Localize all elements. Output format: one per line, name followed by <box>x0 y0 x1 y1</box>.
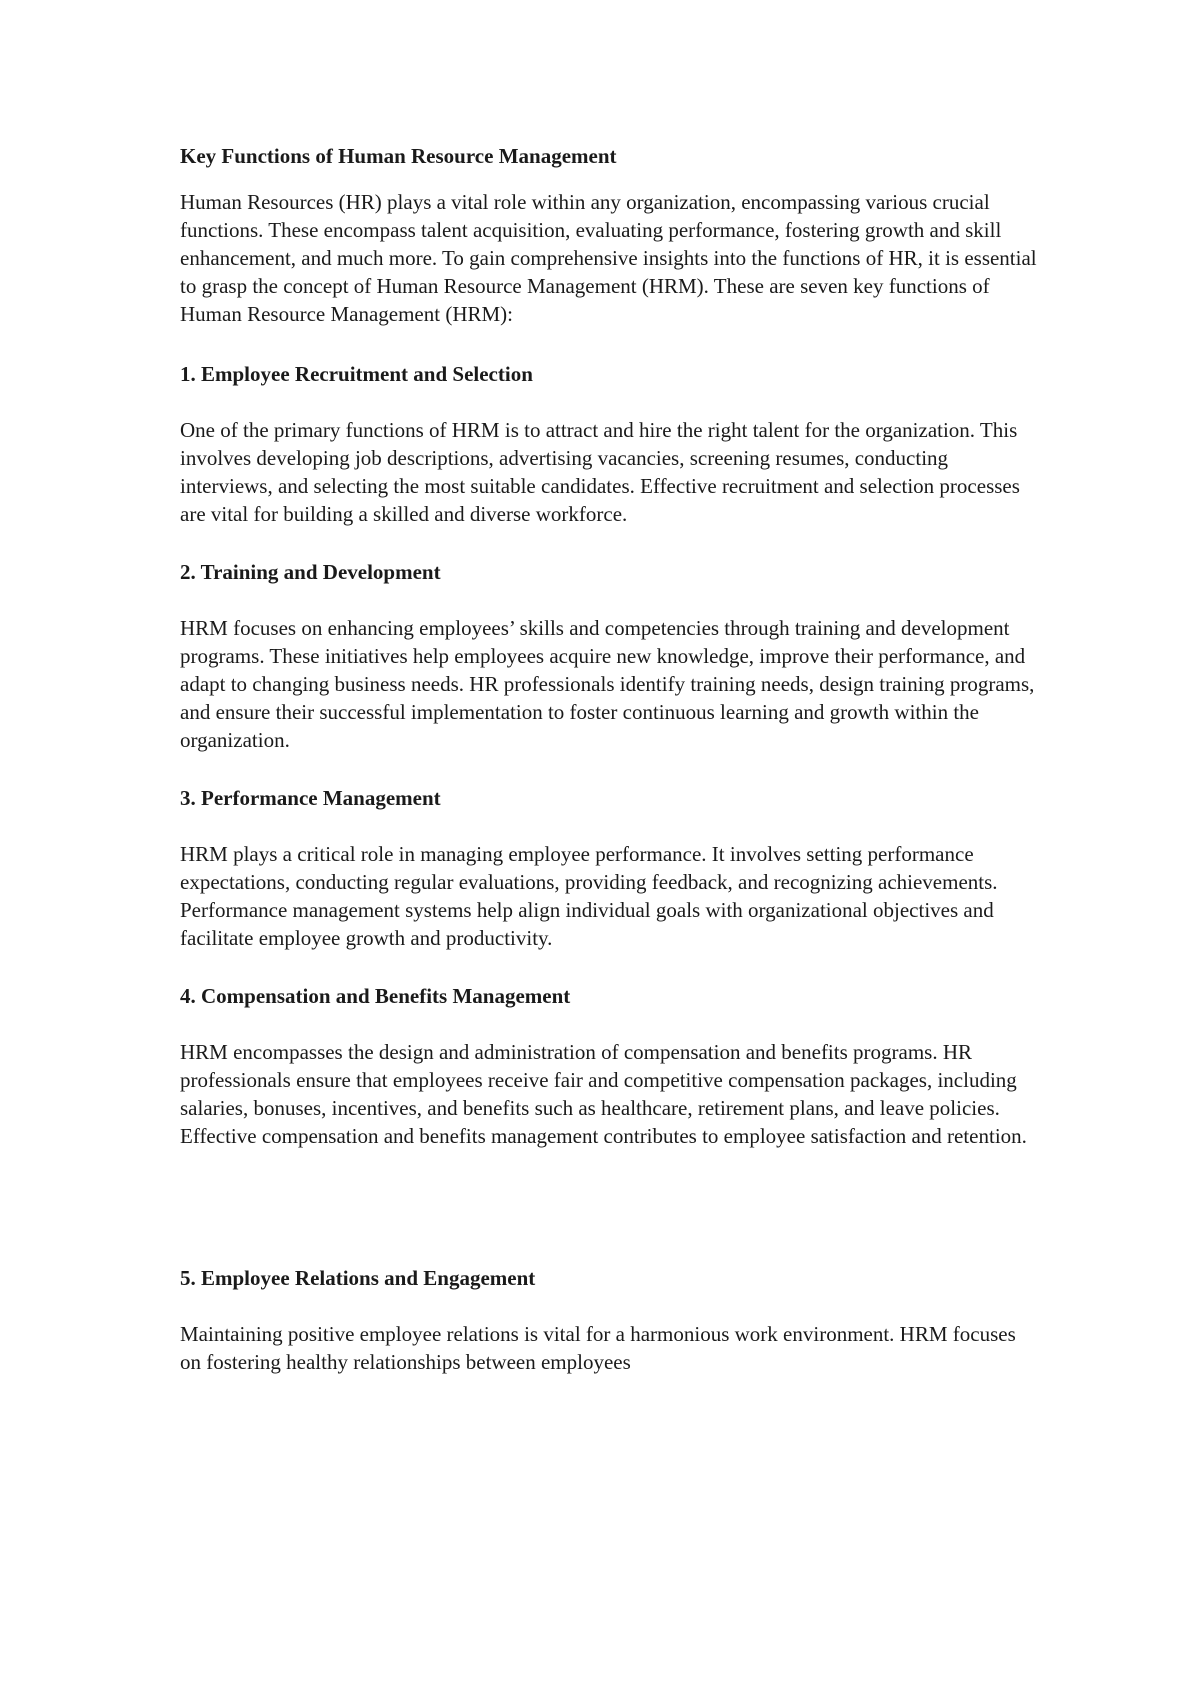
intro-paragraph: Human Resources (HR) plays a vital role within any organization, encompassing various crucial functions. These encompass talent acquisition, evaluating performance, fostering growth and skill enhancement, and much more. To gain comprehensive insights into the functions of HR, it is essential to grasp the concept of Human Resource Management (HRM). These are seven key functions of Human Resource Management (HRM): <box>180 190 1037 326</box>
section-body-performance: HRM plays a critical role in managing employee performance. It involves setting performance expectations, conducting regular evaluations, providing feedback, and recognizing achievements. Performance management systems help align individual goals with organizational objectives and facilitate employee growth and productivity. <box>180 842 998 950</box>
section-spacer <box>180 1180 1040 1264</box>
section-heading-training: 2. Training and Development <box>180 560 441 584</box>
section-body-training: HRM focuses on enhancing employees’ skills and competencies through training and development programs. These initiatives help employees acquire new knowledge, improve their performance, and adapt to changing business needs. HR professionals identify training needs, design training programs, and ensure their successful implementation to foster continuous learning and growth within the organization. <box>180 616 1035 752</box>
document-content <box>180 142 1040 1406</box>
section-heading-recruitment: 1. Employee Recruitment and Selection <box>180 362 533 386</box>
section-body-compensation: HRM encompasses the design and administration of compensation and benefits programs. HR professionals ensure that employees receive fair and competitive compensation packages, including salaries, bonuses, incentives, and benefits such as healthcare, retirement plans, and leave policies. Effective compensation and benefits management contributes to employee satisfaction and retention. <box>180 1040 1027 1148</box>
section-heading-employee-relations: 5. Employee Relations and Engagement <box>180 1266 536 1290</box>
document-title: Key Functions of Human Resource Management <box>180 144 617 168</box>
section-body-employee-relations: Maintaining positive employee relations is vital for a harmonious work environment. HRM focuses on fostering healthy relationships between employees <box>180 1322 1016 1374</box>
section-heading-performance: 3. Performance Management <box>180 786 441 810</box>
section-heading-compensation: 4. Compensation and Benefits Management <box>180 984 571 1008</box>
section-body-recruitment: One of the primary functions of HRM is to attract and hire the right talent for the organization. This involves developing job descriptions, advertising vacancies, screening resumes, conducting interviews, and selecting the most suitable candidates. Effective recruitment and selection processes are vital for building a skilled and diverse workforce. <box>180 418 1020 526</box>
